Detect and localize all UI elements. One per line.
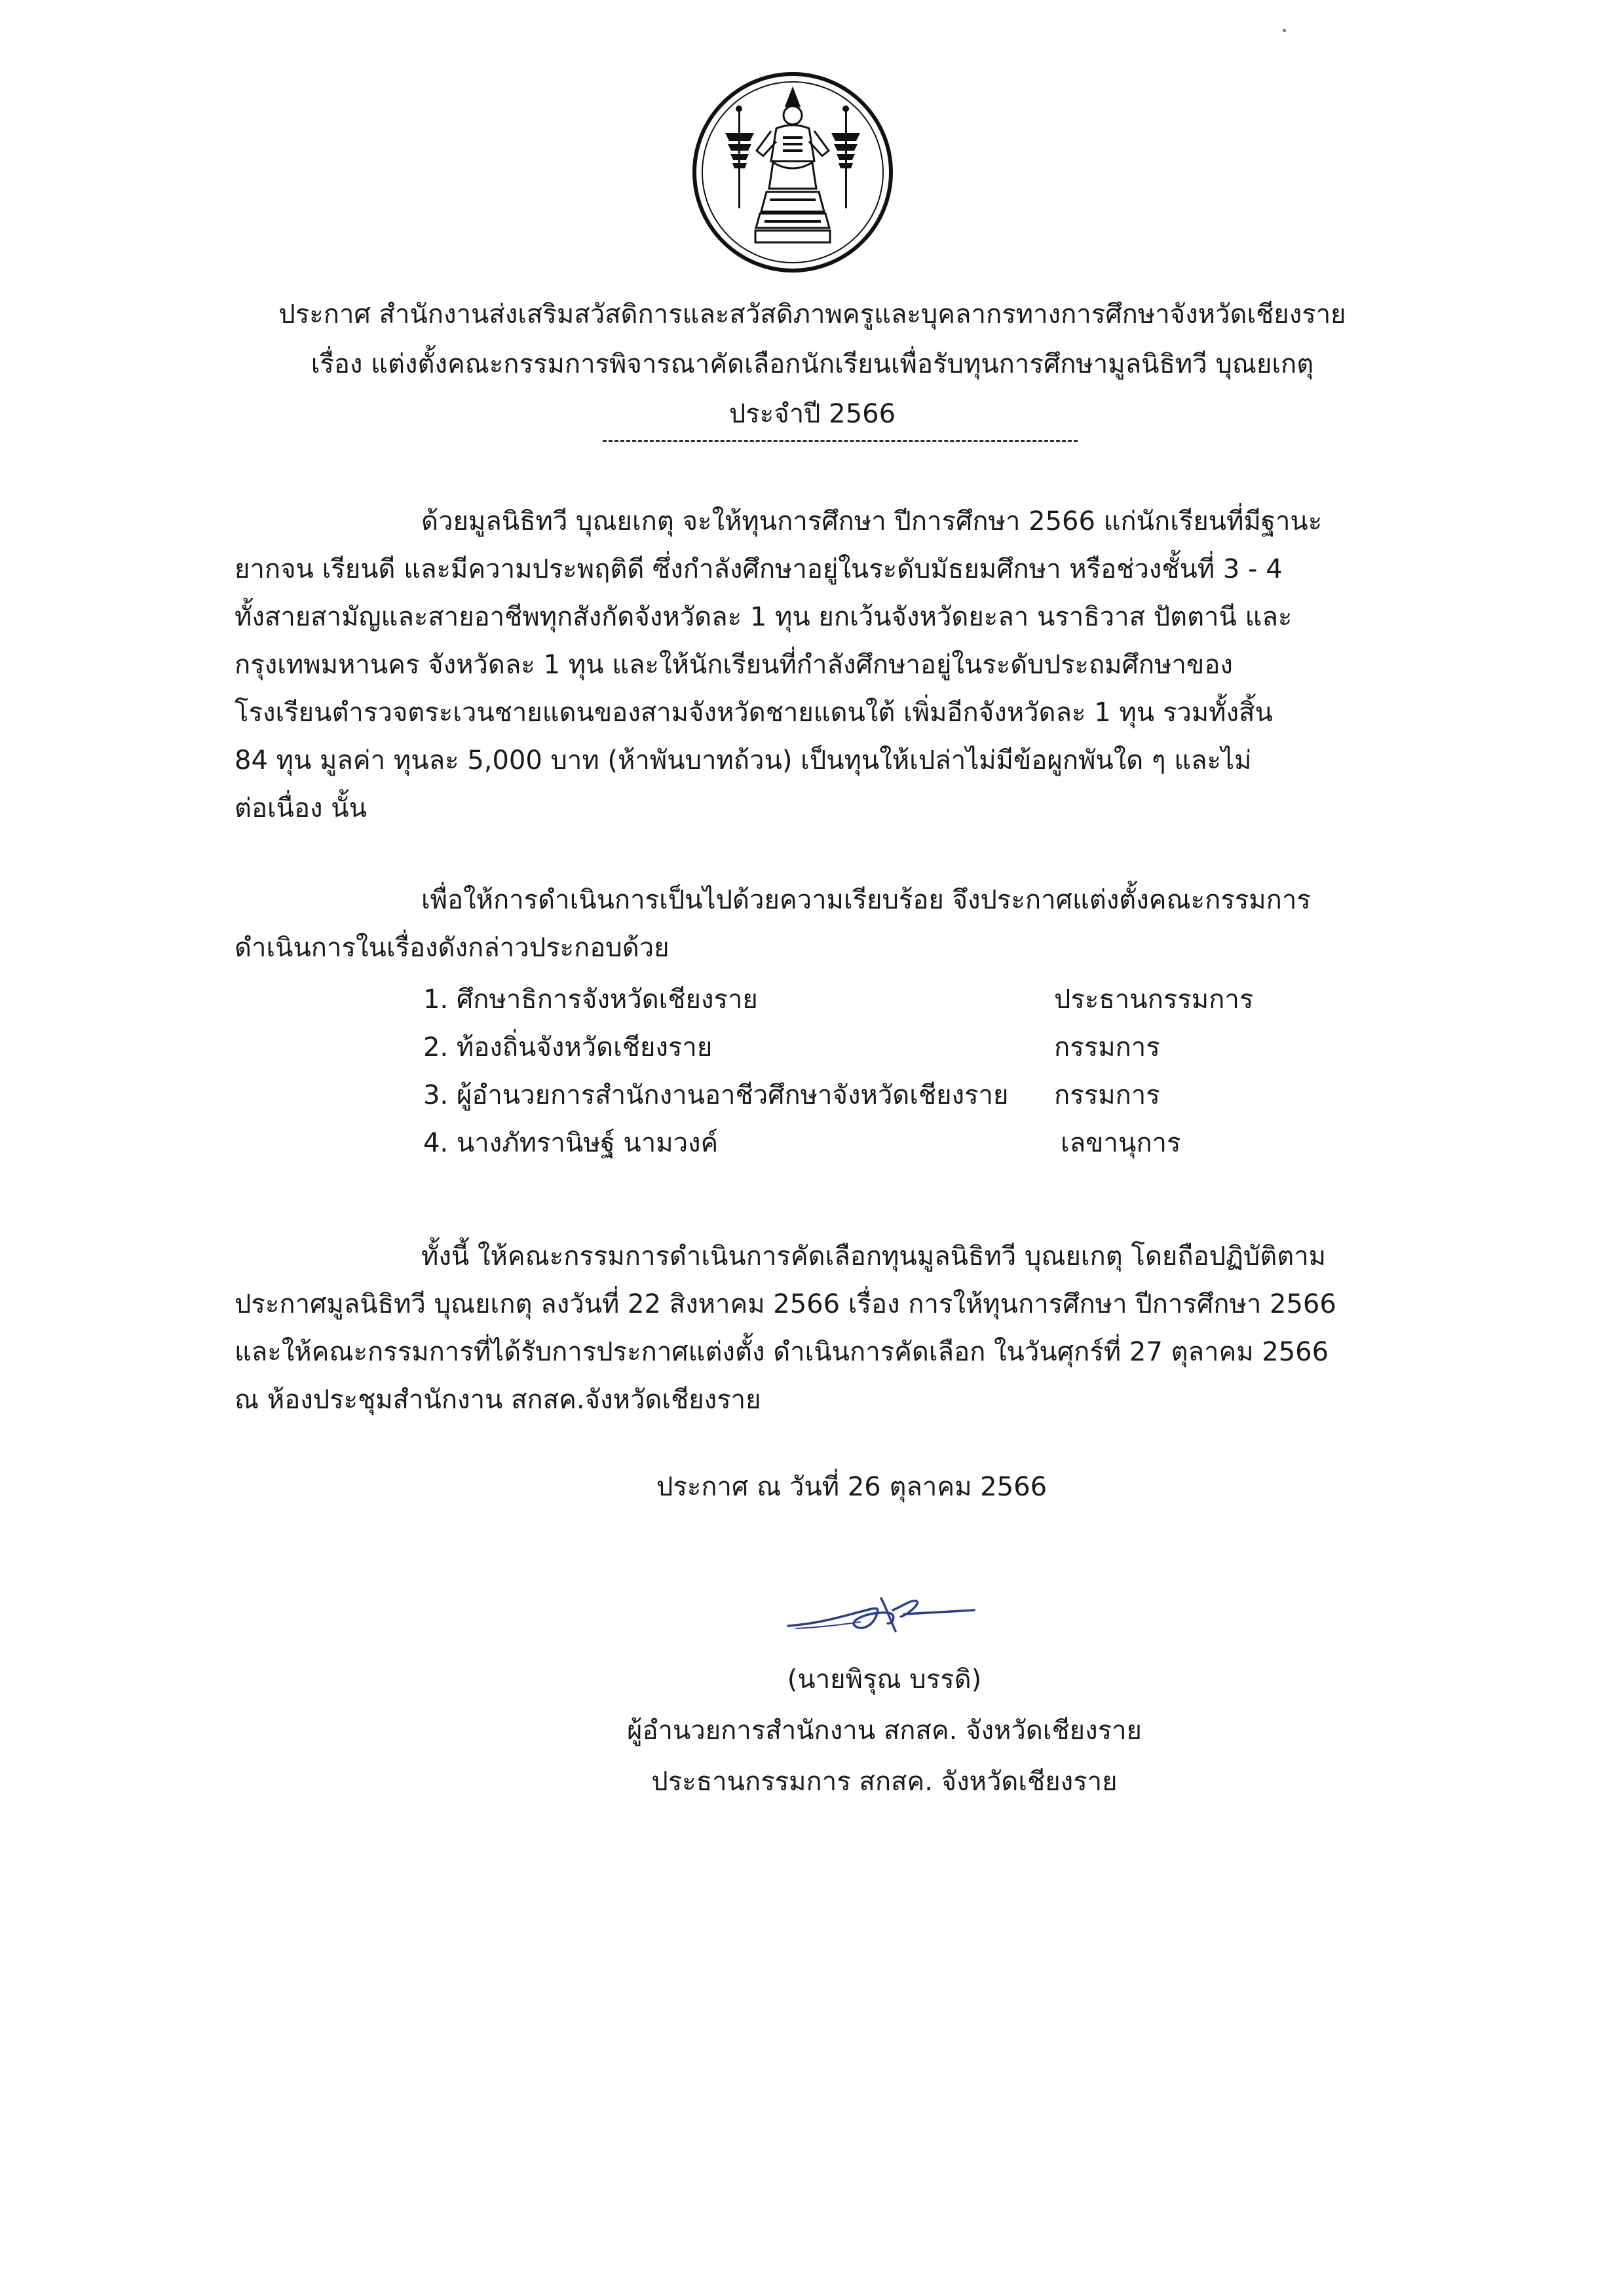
committee-member-role: กรรมการ <box>1054 1032 1160 1063</box>
list-item <box>423 1072 1340 1120</box>
paragraph-line: โรงเรียนตำรวจตระเวนชายแดนของสามจังหวัดชายแดนใต้ เพิ่มอีกจังหวัดละ 1 ทุน รวมทั้งสิ้น <box>235 698 1273 728</box>
paragraph-scholarship-details <box>235 498 1440 833</box>
list-item <box>423 976 1340 1024</box>
paragraph-committee-intro <box>235 876 1440 972</box>
committee-list <box>423 976 1340 1167</box>
paragraph-line: ยากจน เรียนดี และมีความประพฤติดี ซึ่งกำลังศึกษาอยู่ในระดับมัธยมศึกษา หรือช่วงชั้นที่ 3 - 4 <box>235 554 1283 584</box>
paragraph-line: ทั้งนี้ ให้คณะกรรมการดำเนินการคัดเลือกทุนมูลนิธิทวี บุณยเกตุ โดยถือปฏิบัติตาม <box>421 1241 1327 1271</box>
announcement-heading: ประกาศ สำนักงานส่งเสริมสวัสดิการและสวัสดิภาพครูและบุคลากรทางการศึกษาจังหวัดเชียงราย <box>278 299 1346 329</box>
committee-member-role: เลขานุการ <box>1061 1128 1181 1158</box>
handwritten-signature <box>783 1585 979 1644</box>
paragraph-line: ประกาศมูลนิธิทวี บุณยเกตุ ลงวันที่ 22 สิงหาคม 2566 เรื่อง การให้ทุนการศึกษา ปีการศึกษา 2566 <box>235 1289 1336 1319</box>
committee-member-role: ประธานกรรมการ <box>1054 985 1254 1015</box>
paragraph-line: เพื่อให้การดำเนินการเป็นไปด้วยความเรียบร้อย จึงประกาศแต่งตั้งคณะกรรมการ <box>421 885 1311 915</box>
paragraph-line: ทั้งสายสามัญและสายอาชีพทุกสังกัดจังหวัดละ 1 ทุน ยกเว้นจังหวัดยะลา นราธิวาส ปัตตานี และ <box>235 602 1293 632</box>
committee-member-name: 4. นางภัทรานิษฐ์ นามวงค์ <box>423 1128 719 1158</box>
committee-member-name: 1. ศึกษาธิการจังหวัดเชียงราย <box>423 985 758 1015</box>
paragraph-line: และให้คณะกรรมการที่ได้รับการประกาศแต่งตั้ง ดำเนินการคัดเลือก ในวันศุกร์ที่ 27 ตุลาคม 2566 <box>235 1337 1329 1367</box>
ministry-of-education-emblem-icon <box>691 71 894 274</box>
paragraph-line: ด้วยมูลนิธิทวี บุณยเกตุ จะให้ทุนการศึกษา ปีการศึกษา 2566 แก่นักเรียนที่มีฐานะ <box>421 506 1323 536</box>
announcement-year: ประจำปี 2566 <box>728 399 896 429</box>
scan-speck <box>1283 29 1286 32</box>
header-divider <box>603 440 1078 442</box>
signatory-position: ประธานกรรมการ สกสค. จังหวัดเชียงราย <box>651 1767 1118 1797</box>
paragraph-line: ดำเนินการในเรื่องดังกล่าวประกอบด้วย <box>235 933 670 963</box>
committee-member-name: 3. ผู้อำนวยการสำนักงานอาชีวศึกษาจังหวัดเชียงราย <box>423 1080 1009 1110</box>
signatory-name: (นายพิรุณ บรรดิ) <box>787 1665 982 1695</box>
list-item <box>423 1120 1340 1167</box>
paragraph-line: กรุงเทพมหานคร จังหวัดละ 1 ทุน และให้นักเรียนที่กำลังศึกษาอยู่ในระดับประถมศึกษาของ <box>235 650 1233 680</box>
signatory-position: ผู้อำนวยการสำนักงาน สกสค. จังหวัดเชียงราย <box>627 1716 1142 1746</box>
announcement-subject: เรื่อง แต่งตั้งคณะกรรมการพิจารณาคัดเลือกนักเรียนเพื่อรับทุนการศึกษามูลนิธิทวี บุณยเกตุ <box>311 349 1314 379</box>
paragraph-line: ณ ห้องประชุมสำนักงาน สกสค.จังหวัดเชียงราย <box>235 1385 761 1415</box>
paragraph-selection-instructions <box>235 1233 1440 1424</box>
committee-member-name: 2. ท้องถิ่นจังหวัดเชียงราย <box>423 1032 713 1063</box>
list-item <box>423 1024 1340 1072</box>
announcement-date: ประกาศ ณ วันที่ 26 ตุลาคม 2566 <box>656 1472 1048 1502</box>
paragraph-line: ต่อเนื่อง นั้น <box>235 793 367 823</box>
committee-member-role: กรรมการ <box>1054 1080 1160 1110</box>
paragraph-line: 84 ทุน มูลค่า ทุนละ 5,000 บาท (ห้าพันบาทถ้วน) เป็นทุนให้เปล่าไม่มีข้อผูกพันใด ๆ และไม่ <box>235 745 1252 776</box>
